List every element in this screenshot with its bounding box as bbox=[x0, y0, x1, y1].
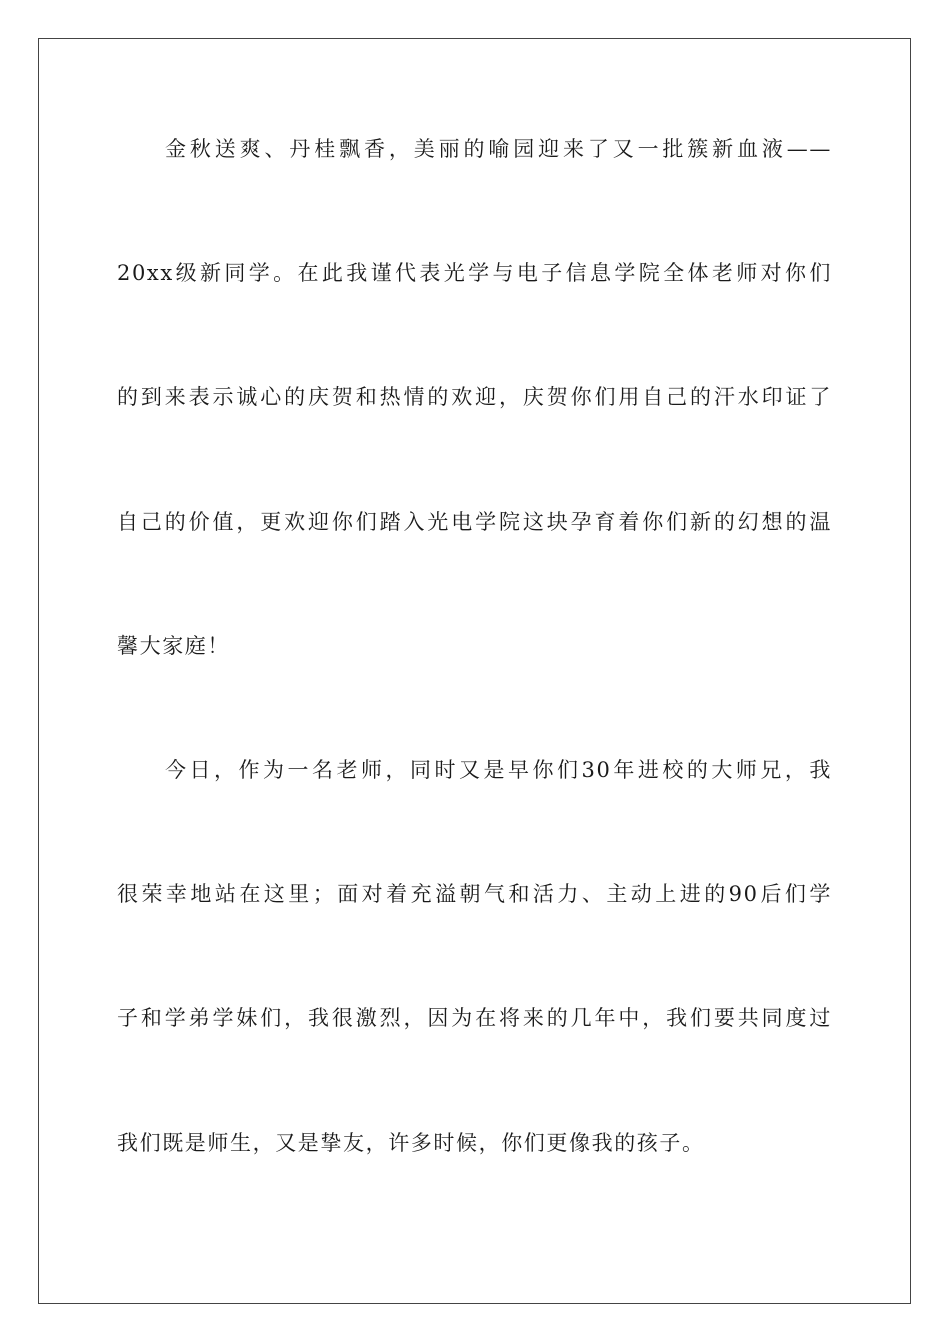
paragraph-3-line-1: 我们既是师生，又是挚友，许多时候，你们更像我的孩子。 bbox=[117, 1131, 705, 1155]
paragraph-1-line-3: 的到来表示诚心的庆贺和热情的欢迎，庆贺你们用自己的汗水印证了 bbox=[117, 385, 832, 409]
paragraph-2-line-2: 很荣幸地站在这里；面对着充溢朝气和活力、主动上进的90后们学 bbox=[117, 882, 832, 906]
paragraph-1-line-2: 20xx级新同学。在此我谨代表光学与电子信息学院全体老师对你们 bbox=[117, 261, 832, 285]
paragraph-1-line-1: 金秋送爽、丹桂飘香，美丽的喻园迎来了又一批簇新血液—— bbox=[165, 137, 832, 161]
paragraph-1-line-4: 自己的价值，更欢迎你们踏入光电学院这块孕育着你们新的幻想的温 bbox=[117, 510, 832, 534]
paragraph-2-line-1: 今日，作为一名老师，同时又是早你们30年进校的大师兄，我 bbox=[165, 758, 832, 782]
paragraph-1-line-5: 馨大家庭！ bbox=[117, 634, 230, 658]
paragraph-2-line-3: 子和学弟学妹们，我很激烈，因为在将来的几年中，我们要共同度过 bbox=[117, 1006, 832, 1030]
page-border bbox=[38, 38, 911, 1304]
